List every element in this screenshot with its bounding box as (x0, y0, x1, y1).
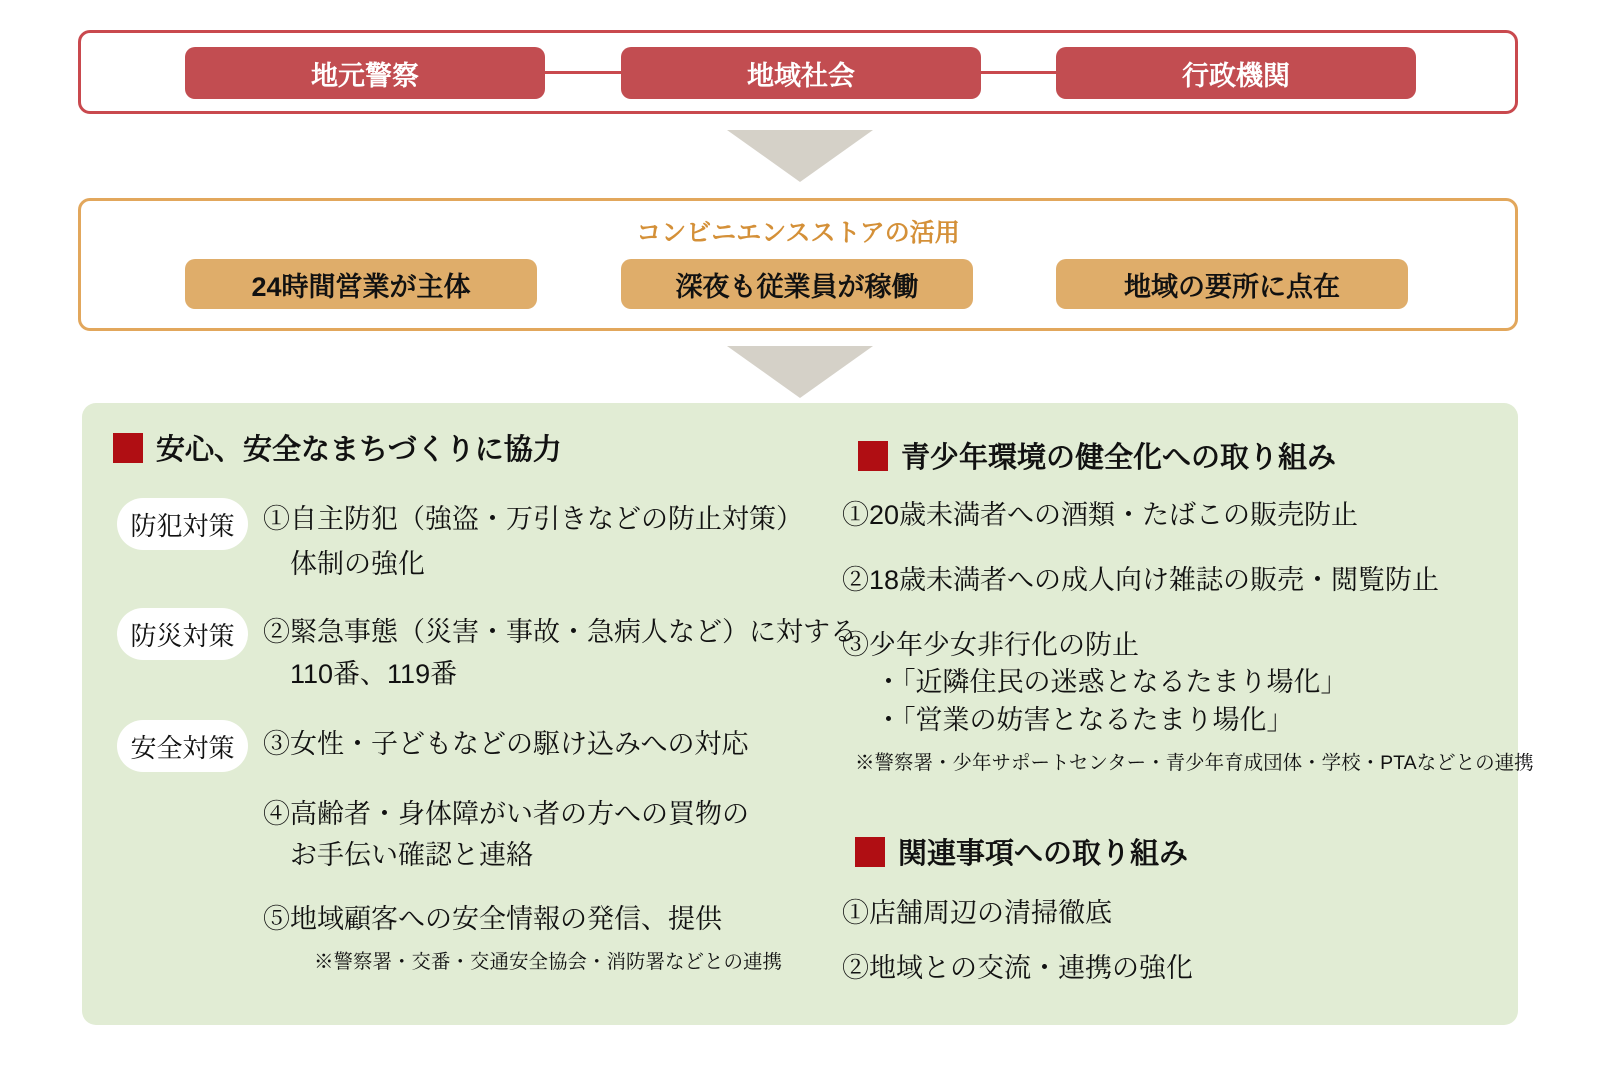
node-late-night-staff: 深夜も従業員が稼働 (621, 259, 973, 309)
convenience-store-box (78, 198, 1518, 331)
red-square-bullet (113, 433, 143, 463)
red-square-bullet (855, 837, 885, 867)
left-item-4-line-1: ④高齢者・身体障がい者の方への買物の (263, 799, 749, 829)
left-item-5: ⑤地域顧客への安全情報の発信、提供 (263, 904, 722, 934)
section-header-label: 安心、安全なまちづくりに協力 (156, 434, 562, 466)
node-24hour-operation: 24時間営業が主体 (185, 259, 537, 309)
stakeholders-box (78, 30, 1518, 114)
left-item-1-line-1: ①自主防犯（強盗・万引きなどの防止対策） (263, 504, 803, 534)
left-item-2-line-1: ②緊急事態（災害・事故・急病人など）に対する (263, 617, 857, 647)
section-header-label: 青少年環境の健全化への取り組み (901, 442, 1337, 474)
node-government-agency: 行政機関 (1056, 47, 1416, 99)
right-cooperation-note: ※警察署・少年サポートセンター・青少年育成団体・学校・PTAなどとの連携 (855, 752, 1534, 774)
left-item-2-line-2: 110番、119番 (290, 659, 458, 689)
related-item-2: ②地域との交流・連携の強化 (842, 953, 1193, 983)
left-item-4-line-2: お手伝い確認と連絡 (290, 840, 533, 870)
right-item-3-bullet-1: ・「近隣住民の迷惑となるたまり場化」 (875, 667, 1348, 697)
tag-disaster-prevention: 防災対策 (117, 608, 248, 660)
left-cooperation-note: ※警察署・交番・交通安全協会・消防署などとの連携 (314, 951, 783, 973)
red-square-bullet (858, 441, 888, 471)
section-header-youth-environment (858, 435, 1336, 476)
left-item-1-line-2: 体制の強化 (290, 549, 425, 579)
right-item-3: ③少年少女非行化の防止 (842, 630, 1139, 660)
section-header-related-matters (855, 831, 1188, 872)
node-local-community: 地域社会 (621, 47, 981, 99)
section-header-label: 関連事項への取り組み (898, 838, 1189, 870)
initiatives-panel (82, 403, 1534, 1025)
right-item-3-bullet-2: ・「営業の妨害となるたまり場化」 (875, 705, 1294, 735)
node-local-police: 地元警察 (185, 47, 545, 99)
convenience-store-title: コンビニエンスストアの活用 (636, 219, 960, 247)
down-arrow-icon (727, 346, 873, 398)
down-arrow-icon (727, 130, 873, 182)
right-item-1: ①20歳未満者への酒類・たばこの販売防止 (842, 500, 1359, 530)
left-item-3: ③女性・子どもなどの駆け込みへの対応 (263, 729, 749, 759)
section-header-safe-town (113, 427, 562, 468)
related-item-1: ①店舗周辺の清掃徹底 (842, 898, 1112, 928)
tag-safety-measures: 安全対策 (117, 720, 248, 772)
right-item-2: ②18歳未満者への成人向け雑誌の販売・閲覧防止 (842, 565, 1440, 595)
tag-crime-prevention: 防犯対策 (117, 498, 248, 550)
node-key-locations: 地域の要所に点在 (1056, 259, 1408, 309)
